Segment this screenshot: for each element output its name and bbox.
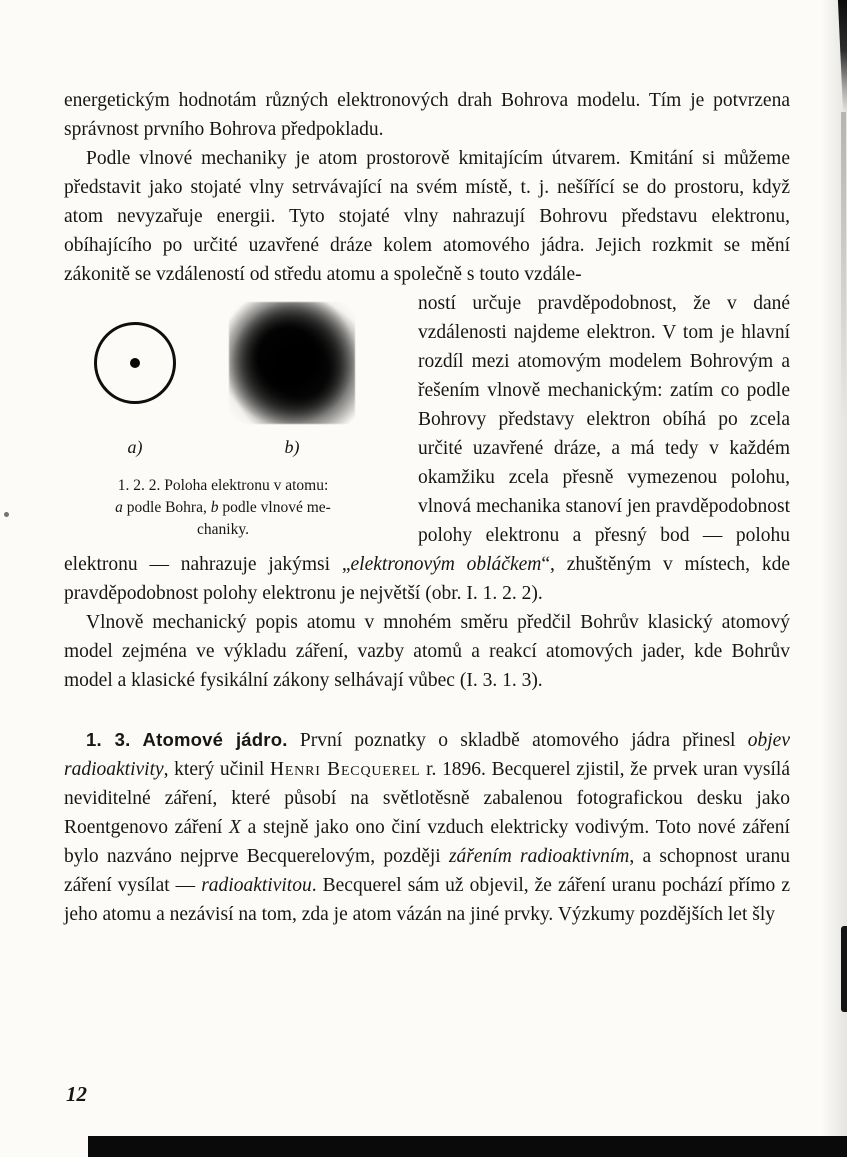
caption-line-3: chaniky.: [197, 521, 249, 538]
text-run: podle Bohra,: [122, 499, 211, 516]
text-run: 1. 3. Atomové jádro.: [86, 729, 288, 750]
text-run: Henri Becquerel: [269, 759, 421, 780]
scan-artifact-top-right: [833, 0, 847, 112]
text-run: zářením radioaktivním: [448, 846, 630, 867]
text-run: a: [115, 499, 123, 516]
text-run: ností určuje pravděpodobnost, že v dané vzdálenosti najdeme elektron. V tom je hlavní rozdíl mezi atomovým modelem Bohrovým a řešením vlnově mechanickým: zatím co podle Bohrovy představy elektron obíhá po zcela určité uzavřené dráze, a má tedy v každém okamžiku zcela přesně vymezenou polohu, vlnová mechanika stanoví jen pravděpodobnost polohy elektronu a přesný bod — polohu elektronu — nahrazuje jakýmsi „: [64, 293, 790, 575]
caption-line-1: 1. 2. 2. Poloha elektronu v atomu:: [117, 477, 329, 494]
text-run: r. 1896. Becquerel zjistil, že prvek uran vysílá neviditelné záření, které působí na světlotěsně zabalenou fotografickou desku jako Roentgenovo záření: [64, 759, 790, 838]
figure-image-a-wrap: [64, 322, 206, 404]
text-run: “, zhuštěným v místech, kde pravděpodobnost polohy elektronu je největší (obr. I. 1. 2. 2).: [64, 554, 790, 604]
text-run: radioaktivitou: [201, 875, 312, 896]
text-run: První poznatky o skladbě atomového jádra přinesl: [287, 730, 748, 751]
scan-artifact-right-streak: [841, 112, 846, 422]
figure-and-text-wrap: [64, 289, 790, 608]
figure-caption: [72, 475, 374, 541]
scan-artifact-right-dash: [841, 926, 847, 1012]
figure-label-b: b): [284, 437, 300, 457]
figure-image-b-wrap: [206, 302, 378, 424]
text-run: b: [210, 499, 219, 516]
figure-labels-row: [64, 437, 386, 457]
text-run: . Becquerel sám už objevil, že záření uranu pochází přímo z jeho atomu a nezávisí na tom, zda je atom vázán na jiné prvky. Výzkumy pozdějších let šly: [64, 875, 790, 925]
text-run: a stejně jako ono činí vzduch elektricky vodivým. Toto nové záření bylo nazváno nejprve Becquerelovým, později: [64, 817, 790, 867]
paragraph-intro: energetickým hodnotám různých elektronových drah Bohrova modelu. Tím je potvrzena správnost prvního Bohrova předpokladu.: [64, 90, 790, 140]
nucleus-dot: [130, 358, 140, 368]
figure-label-a: a): [127, 437, 143, 457]
text-run: elektronovým obláčkem: [350, 554, 542, 575]
text-run: objev radioaktivity: [64, 730, 790, 780]
text-run: , který učinil: [163, 759, 270, 780]
page-content: [64, 0, 790, 929]
caption-line-2: [72, 497, 374, 519]
text-run: X: [229, 817, 241, 838]
figure-electron-position: [64, 297, 386, 541]
paragraph-section-atomic-nucleus: [64, 725, 790, 929]
text-run: podle vlnové me-: [218, 499, 331, 516]
figure-images-row: [64, 297, 386, 429]
paragraph-comparison: Vlnově mechanický popis atomu v mnohém směru předčil Bohrův klasický atomový model zejména ve výkladu záření, vazby atomů a reakcí atomových jader, kde Bohrův model a klasické fysikální zákony selhávají vůbec (I. 3. 1. 3).: [64, 612, 790, 691]
scan-artifact-bottom-bar: [88, 1136, 847, 1157]
electron-cloud-diagram: [229, 302, 355, 424]
text-run: , a schopnost uranu záření vysílat —: [64, 846, 790, 896]
scan-artifact-left-dot: [4, 512, 9, 517]
bohr-orbit-diagram: [94, 322, 176, 404]
page-number: 12: [66, 1082, 87, 1106]
paragraph-wave-mechanics: Podle vlnové mechaniky je atom prostorově kmitajícím útvarem. Kmitání si můžeme představit jako stojaté vlny setrvávající na svém místě, t. j. nešířící se do prostoru, když atom nevyzařuje energii. Tyto stojaté vlny nahrazují Bohrovu představu elektronu, obíhajícího po určité uzavřené dráze kolem atomového jádra. Jejich rozkmit se mění zákonitě se vzdáleností od středu atomu a společně s touto vzdále-: [64, 148, 790, 285]
